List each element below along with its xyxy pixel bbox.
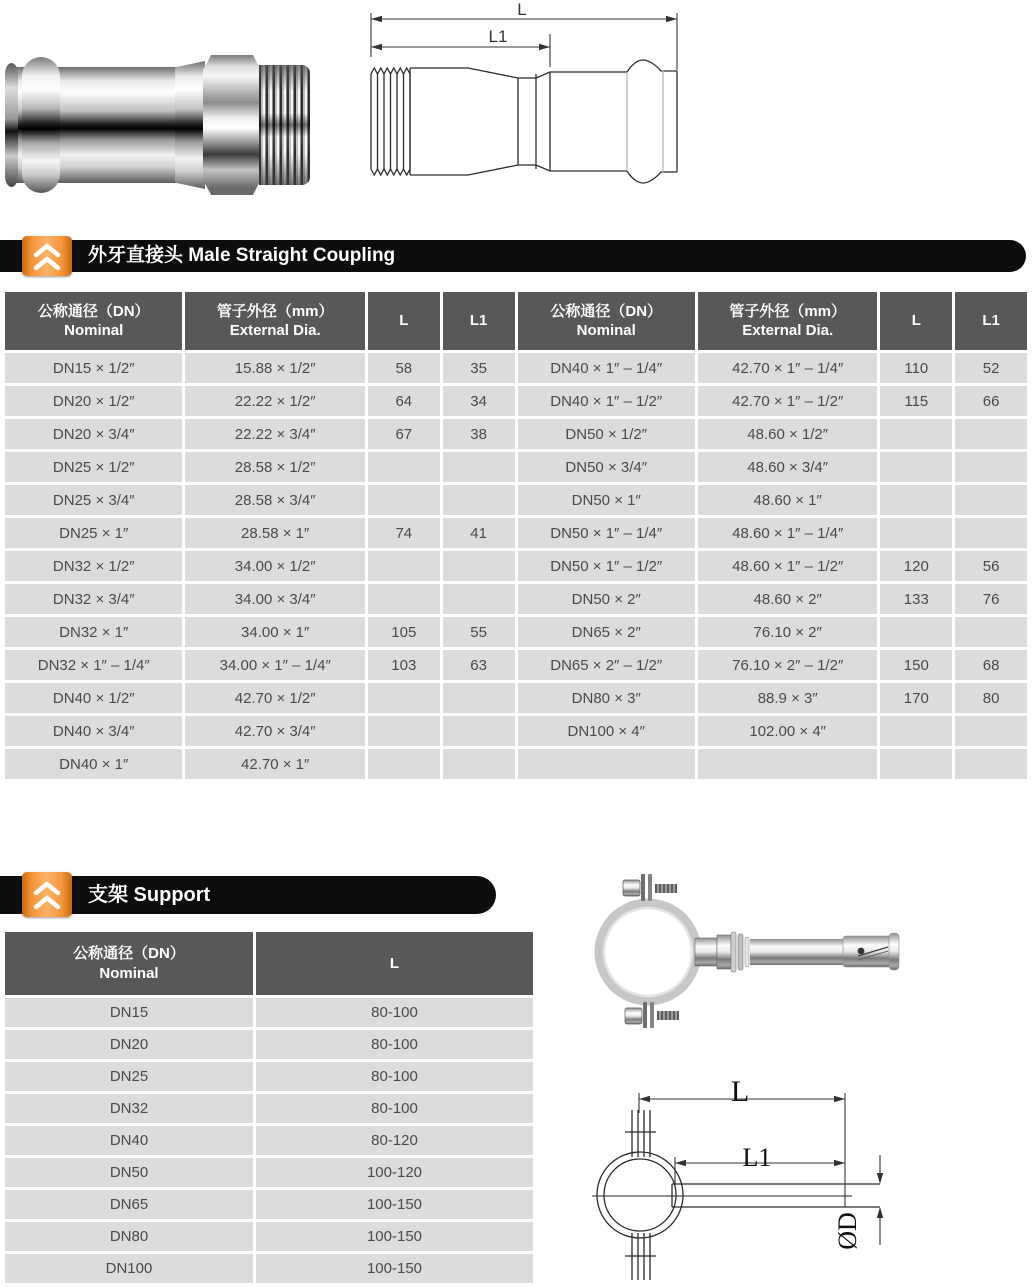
table-cell: 48.60 × 1″ – 1/2″ — [698, 551, 877, 581]
table-cell: 105 — [368, 617, 440, 647]
pipe-clamp-photo — [575, 862, 905, 1057]
table-cell — [443, 551, 515, 581]
table-cell: 100-150 — [256, 1222, 533, 1251]
table-cell: 170 — [880, 683, 952, 713]
table-cell: DN25 — [5, 1062, 253, 1091]
coupling-shoulder — [175, 61, 205, 189]
support-technical-drawing — [555, 1060, 935, 1287]
table-cell — [368, 584, 440, 614]
col-header-l: L — [880, 292, 952, 350]
col-header-l: L — [256, 932, 533, 995]
dim-label-l1: L1 — [742, 1143, 772, 1172]
table-cell — [955, 617, 1027, 647]
table-cell: 34 — [443, 386, 515, 416]
table-cell — [955, 749, 1027, 779]
table-cell: 100-150 — [256, 1190, 533, 1219]
table-cell: 48.60 × 1″ – 1/4″ — [698, 518, 877, 548]
table-cell: DN25 × 1/2″ — [5, 452, 182, 482]
dim-label-diameter: ØD — [833, 1212, 862, 1250]
table-cell: 42.70 × 1″ – 1/2″ — [698, 386, 877, 416]
table-cell: 76.10 × 2″ — [698, 617, 877, 647]
col-header-external-dia: 管子外径（mm） External Dia. — [185, 292, 364, 350]
section-title-support: 支架 Support — [88, 884, 211, 906]
table-cell: 22.22 × 3/4″ — [185, 419, 364, 449]
table-cell — [443, 584, 515, 614]
table-cell — [880, 749, 952, 779]
table-cell: 80-100 — [256, 998, 533, 1027]
table-cell: 76 — [955, 584, 1027, 614]
table-cell: DN20 × 1/2″ — [5, 386, 182, 416]
table-cell: 67 — [368, 419, 440, 449]
coupling-technical-drawing — [350, 0, 690, 200]
table-cell: 103 — [368, 650, 440, 680]
coupling-table-right — [518, 292, 1028, 779]
table-cell: 63 — [443, 650, 515, 680]
table-cell — [368, 749, 440, 779]
coupling-thread-shading — [259, 65, 310, 185]
table-cell: DN40 — [5, 1126, 253, 1155]
table-cell — [368, 551, 440, 581]
col-header-external-dia: 管子外径（mm） External Dia. — [698, 292, 877, 350]
table-cell: DN40 × 1/2″ — [5, 683, 182, 713]
table-cell: 68 — [955, 650, 1027, 680]
table-cell: DN25 × 1″ — [5, 518, 182, 548]
col-header-nominal: 公称通径（DN） Nominal — [518, 292, 695, 350]
table-cell: 42.70 × 1″ — [185, 749, 364, 779]
table-cell — [880, 485, 952, 515]
section-badge — [22, 236, 72, 276]
connector-nut — [695, 938, 717, 966]
table-cell — [443, 485, 515, 515]
table-cell: 35 — [443, 353, 515, 383]
table-cell — [880, 452, 952, 482]
table-cell: 34.00 × 3/4″ — [185, 584, 364, 614]
table-cell: 34.00 × 1″ – 1/4″ — [185, 650, 364, 680]
table-cell: 28.58 × 1″ — [185, 518, 364, 548]
clamp-ring — [599, 903, 697, 1001]
double-chevron-up-icon — [22, 236, 72, 276]
section-title-coupling: 外牙直接头 Male Straight Coupling — [88, 245, 396, 266]
table-cell: 120 — [880, 551, 952, 581]
table-cell: 80-100 — [256, 1062, 533, 1091]
table-cell — [443, 683, 515, 713]
section-banner-support — [0, 876, 496, 914]
coupling-spec-table — [5, 292, 1027, 779]
table-cell: 115 — [880, 386, 952, 416]
table-cell — [518, 749, 695, 779]
table-cell: 42.70 × 1/2″ — [185, 683, 364, 713]
table-cell: DN50 — [5, 1158, 253, 1187]
col-header-l1: L1 — [955, 292, 1027, 350]
double-chevron-up-icon — [22, 872, 72, 917]
table-cell: 34.00 × 1/2″ — [185, 551, 364, 581]
support-spec-table — [5, 932, 533, 1283]
table-cell: DN50 × 1/2″ — [518, 419, 695, 449]
table-cell: DN50 × 3/4″ — [518, 452, 695, 482]
table-cell: 133 — [880, 584, 952, 614]
col-header-nominal: 公称通径（DN） Nominal — [5, 292, 182, 350]
dim-label-l1: L1 — [488, 27, 508, 46]
anchor-expansion-sleeve — [843, 936, 891, 967]
table-cell: 48.60 × 1″ — [698, 485, 877, 515]
table-cell: DN50 × 2″ — [518, 584, 695, 614]
table-cell — [368, 716, 440, 746]
table-cell — [880, 617, 952, 647]
table-cell — [443, 749, 515, 779]
table-cell: 64 — [368, 386, 440, 416]
table-cell — [955, 419, 1027, 449]
clamp-bolt-head — [623, 880, 640, 896]
table-cell — [443, 452, 515, 482]
table-cell: 15.88 × 1/2″ — [185, 353, 364, 383]
table-cell: DN20 — [5, 1030, 253, 1059]
table-cell: DN32 × 1″ — [5, 617, 182, 647]
table-cell — [368, 485, 440, 515]
table-cell: DN32 × 1″ – 1/4″ — [5, 650, 182, 680]
anchor-tip — [889, 933, 899, 970]
table-cell: DN100 × 4″ — [518, 716, 695, 746]
table-cell: DN25 × 3/4″ — [5, 485, 182, 515]
table-cell: DN50 × 1″ — [518, 485, 695, 515]
table-cell: DN65 × 2″ — [518, 617, 695, 647]
table-cell: DN32 × 3/4″ — [5, 584, 182, 614]
table-cell: 48.60 × 3/4″ — [698, 452, 877, 482]
dim-label-l: L — [517, 0, 527, 19]
table-cell: 28.58 × 1/2″ — [185, 452, 364, 482]
table-cell — [955, 518, 1027, 548]
table-cell: 48.60 × 1/2″ — [698, 419, 877, 449]
table-cell: 55 — [443, 617, 515, 647]
table-cell: 41 — [443, 518, 515, 548]
table-cell: 52 — [955, 353, 1027, 383]
table-cell: DN40 × 1″ — [5, 749, 182, 779]
table-cell: 150 — [880, 650, 952, 680]
table-cell: 88.9 × 3″ — [698, 683, 877, 713]
coupling-table-left — [5, 292, 515, 779]
coupling-press-mouth — [5, 63, 18, 187]
table-cell — [955, 716, 1027, 746]
table-cell: 100-120 — [256, 1158, 533, 1187]
clamp-bolt-head — [625, 1008, 642, 1024]
table-cell: 80-120 — [256, 1126, 533, 1155]
col-header-nominal: 公称通径（DN） Nominal — [5, 932, 253, 995]
anchor-bolt-shaft — [750, 939, 845, 965]
table-cell: DN65 × 2″ – 1/2″ — [518, 650, 695, 680]
table-cell — [368, 683, 440, 713]
table-cell — [955, 485, 1027, 515]
table-cell: DN15 — [5, 998, 253, 1027]
table-cell — [880, 419, 952, 449]
table-cell: DN32 × 1/2″ — [5, 551, 182, 581]
table-cell: DN50 × 1″ – 1/2″ — [518, 551, 695, 581]
coupling-product-photo — [5, 55, 310, 195]
dim-label-l: L — [730, 1075, 750, 1108]
table-cell: DN15 × 1/2″ — [5, 353, 182, 383]
table-cell: 38 — [443, 419, 515, 449]
table-cell: DN40 × 3/4″ — [5, 716, 182, 746]
table-cell: DN32 — [5, 1094, 253, 1123]
table-cell: DN50 × 1″ – 1/4″ — [518, 518, 695, 548]
table-cell: 100-150 — [256, 1254, 533, 1283]
table-cell — [368, 452, 440, 482]
table-cell: 110 — [880, 353, 952, 383]
table-cell — [443, 716, 515, 746]
table-cell: 42.70 × 1″ – 1/4″ — [698, 353, 877, 383]
table-cell: 22.22 × 1/2″ — [185, 386, 364, 416]
table-cell — [955, 452, 1027, 482]
table-cell: 80-100 — [256, 1094, 533, 1123]
table-cell: 48.60 × 2″ — [698, 584, 877, 614]
table-cell: DN80 × 3″ — [518, 683, 695, 713]
table-cell: DN100 — [5, 1254, 253, 1283]
section-banner-coupling — [0, 240, 1026, 272]
table-cell: 76.10 × 2″ – 1/2″ — [698, 650, 877, 680]
table-cell: DN40 × 1″ – 1/4″ — [518, 353, 695, 383]
table-cell — [880, 518, 952, 548]
clamp-flange — [643, 1002, 647, 1028]
table-cell: 80-100 — [256, 1030, 533, 1059]
table-cell: 66 — [955, 386, 1027, 416]
table-cell: 34.00 × 1″ — [185, 617, 364, 647]
clamp-flange — [641, 874, 645, 901]
table-cell: 56 — [955, 551, 1027, 581]
table-cell: DN80 — [5, 1222, 253, 1251]
table-cell: DN40 × 1″ – 1/2″ — [518, 386, 695, 416]
table-cell: DN20 × 3/4″ — [5, 419, 182, 449]
table-cell: 74 — [368, 518, 440, 548]
col-header-l: L — [368, 292, 440, 350]
table-cell: 80 — [955, 683, 1027, 713]
table-cell: 28.58 × 3/4″ — [185, 485, 364, 515]
washer — [731, 932, 736, 972]
anchor-pin-hole — [858, 948, 865, 955]
coupling-hex-nut — [203, 55, 261, 195]
table-cell — [880, 716, 952, 746]
table-cell: 102.00 × 4″ — [698, 716, 877, 746]
table-cell: 58 — [368, 353, 440, 383]
col-header-l1: L1 — [443, 292, 515, 350]
table-cell: 42.70 × 3/4″ — [185, 716, 364, 746]
coupling-press-bead — [22, 57, 60, 193]
table-cell — [698, 749, 877, 779]
table-cell: DN65 — [5, 1190, 253, 1219]
section-badge — [22, 872, 72, 917]
